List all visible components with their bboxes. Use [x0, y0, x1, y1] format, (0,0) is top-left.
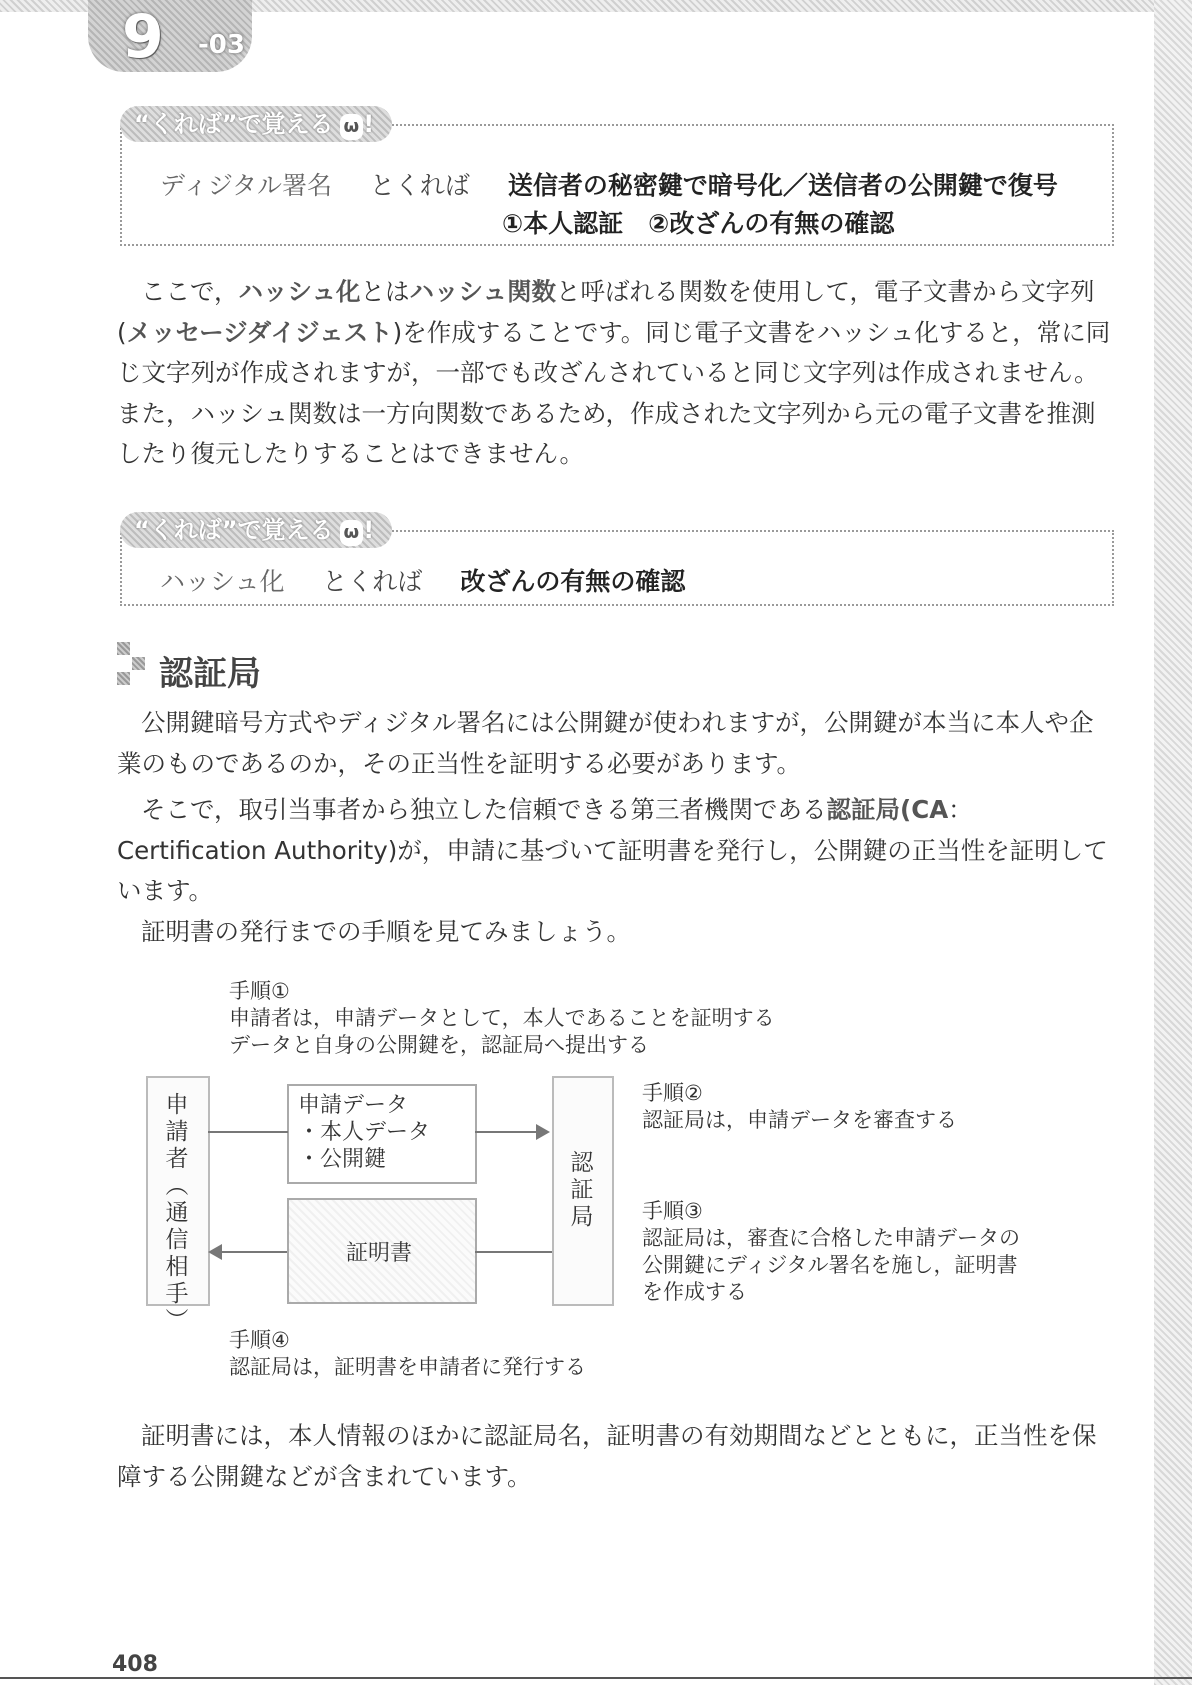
- step-4-line-1: 認証局は，証明書を申請者に発行する: [229, 1355, 586, 1379]
- page-right-edge: [1154, 0, 1192, 1685]
- term-hashing: ハッシュ化: [238, 277, 361, 306]
- heading-square-icon: [117, 642, 130, 655]
- applicant-label: 申 請 者 ︵ 通 信 相 手 ︶: [165, 1092, 189, 1334]
- memo-answer-2: ①本人認証 ②改ざんの有無の確認: [502, 209, 895, 238]
- step-1-title: 手順①: [229, 979, 290, 1003]
- ca-label: 認 証 局: [570, 1150, 594, 1230]
- certificate-label: 証明書: [346, 1241, 413, 1266]
- submit-arrow-line: [208, 1131, 288, 1133]
- memo-line-2: [502, 204, 894, 240]
- memo-box-digital-signature: [120, 110, 1114, 246]
- paragraph-hash: ここで，ハッシュ化とはハッシュ関数と呼ばれる関数を使用して，電子文書から文字列(メッセージダイジェスト)を作成することです。同じ電子文書をハッシュ化すると，常に同じ文字列が作成されますが，一部でも改ざんされていると同じ文字列は作成されません。また，ハッシュ関数は一方向関数であるため，作成された文字列から元の電子文書を推測したり復元したりすることはできません。: [117, 277, 1111, 468]
- heading-title: 認証局: [159, 654, 261, 694]
- submit-arrow-line: [475, 1131, 537, 1133]
- issue-arrow-line: [220, 1251, 287, 1253]
- step-3-line-3: を作成する: [642, 1280, 747, 1304]
- term-ca: 認証局: [826, 795, 901, 824]
- term-message-digest: メッセージダイジェスト: [126, 317, 393, 347]
- step-1: [229, 978, 775, 1059]
- section-sub-number: -03: [198, 30, 245, 60]
- request-data-item: ・公開鍵: [298, 1147, 387, 1172]
- step-4-title: 手順④: [229, 1328, 290, 1352]
- section-badge: [88, 0, 252, 72]
- request-data-title: 申請データ: [298, 1093, 409, 1118]
- request-data-item: ・本人データ: [298, 1120, 431, 1145]
- step-2-title: 手順②: [642, 1081, 703, 1105]
- section-number: 9: [122, 2, 164, 72]
- issue-arrow-line: [475, 1251, 552, 1253]
- memo-line-1: [160, 166, 1058, 202]
- step-4: [229, 1327, 586, 1381]
- term-hash-function: ハッシュ関数: [409, 277, 557, 306]
- memo-label: “くれば”で覚える ω !: [120, 512, 392, 548]
- step-3-line-2: 公開鍵にディジタル署名を施し，証明書: [642, 1253, 1018, 1277]
- step-3: [642, 1198, 1020, 1306]
- step-3-title: 手順③: [642, 1199, 703, 1223]
- cat-face-icon: ω: [340, 520, 364, 546]
- heading-square-icon: [132, 657, 145, 670]
- step-1-line-1: 申請者は，申請データとして，本人であることを証明する: [229, 1006, 775, 1030]
- memo-term: ハッシュ化: [160, 567, 285, 596]
- heading-square-icon: [117, 672, 130, 685]
- step-2: [642, 1080, 957, 1134]
- step-3-line-1: 認証局は，審査に合格した申請データの: [642, 1226, 1020, 1250]
- page-bottom-edge: [0, 1677, 1192, 1679]
- memo-connector: とくれば: [322, 567, 423, 596]
- arrow-right-icon: [536, 1124, 550, 1140]
- paragraph-certificate-contents: 証明書には，本人情報のほかに認証局名，証明書の有効期間などとともに，正当性を保障する公開鍵などが含まれています。: [117, 1421, 1097, 1491]
- arrow-left-icon: [208, 1244, 222, 1260]
- paragraph-certification-authority: そこで，取引当事者から独立した信頼できる第三者機関である認証局(CA：Certification Authority)が，申請に基づいて証明書を発行し，公開鍵の正当性を証明しています。: [117, 795, 1108, 905]
- step-2-line-1: 認証局は，申請データを審査する: [642, 1108, 957, 1132]
- memo-answer-1: 改ざんの有無の確認: [460, 567, 686, 596]
- memo-answer-1: 送信者の秘密鍵で暗号化／送信者の公開鍵で復号: [507, 171, 1058, 200]
- memo-line-1: [160, 562, 685, 598]
- section-heading: [117, 642, 517, 692]
- memo-box-hashing: [120, 516, 1114, 606]
- paragraph-procedure-intro: 証明書の発行までの手順を見てみましょう。: [141, 917, 631, 946]
- step-1-line-2: データと自身の公開鍵を，認証局へ提出する: [229, 1033, 649, 1057]
- memo-term: ディジタル署名: [160, 171, 333, 200]
- page-number: 408: [112, 1652, 158, 1677]
- memo-label: “くれば”で覚える ω !: [120, 106, 392, 142]
- paragraph-public-key: 公開鍵暗号方式やディジタル署名には公開鍵が使われますが，公開鍵が本当に本人や企業のものであるのか，その正当性を証明する必要があります。: [117, 708, 1094, 778]
- cat-face-icon: ω: [340, 114, 364, 140]
- memo-connector: とくれば: [369, 171, 470, 200]
